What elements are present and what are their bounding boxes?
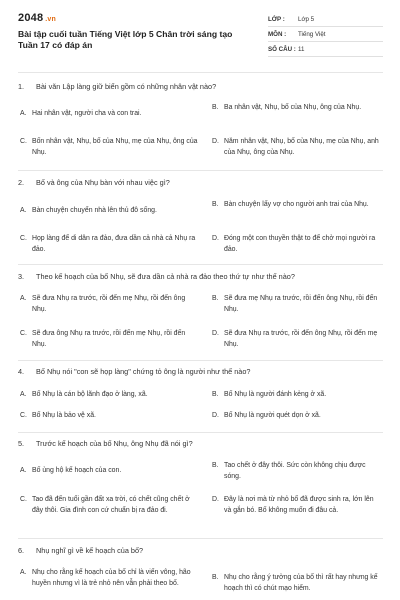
option-text: Nhụ cho rằng ý tưởng của bố thì rất hay nhưng kế hoạch thì có chút mạo hiểm. [224, 574, 378, 592]
option-letter: D. [212, 138, 219, 145]
question-text: Bài văn Lập làng giữ biển gồm có những nhân vật nào? [36, 82, 217, 91]
option-letter: D. [212, 235, 219, 242]
info-value: Tiếng Việt [298, 30, 326, 38]
info-value: 11 [298, 45, 305, 53]
option-5a[interactable] [20, 466, 200, 477]
option-text: Bố Nhụ là cán bộ lãnh đạo ở làng, xã. [32, 391, 148, 398]
option-letter: A. [20, 295, 27, 302]
question-4-text [18, 367, 383, 376]
option-text: Bố ủng hộ kế hoạch của con. [32, 467, 122, 474]
option-text: Sẽ đưa Nhụ ra trước, rồi đến ông Nhụ, rồi đến mẹ Nhụ. [224, 330, 378, 348]
option-text: Tao đã đến tuổi gần đất xa trời, có chết cũng chết ở đây thôi. Gia đình con cứ chuẩn bị ra đảo đi. [32, 496, 190, 514]
option-letter: C. [20, 412, 27, 419]
option-1a[interactable] [20, 109, 200, 120]
option-letter: C. [20, 330, 27, 337]
option-4b[interactable] [212, 390, 382, 401]
option-text: Họp làng để di dân ra đảo, đưa dần cả nhà cả Nhụ ra đảo. [32, 235, 196, 253]
option-text: Đây là nơi mà từ nhỏ bố đã được sinh ra, lớn lên và gắn bó. Bố không muốn đi đâu cả. [224, 496, 374, 514]
info-table [268, 12, 383, 57]
info-label: SỐ CÂU : [268, 45, 296, 53]
option-2d[interactable] [212, 234, 382, 255]
question-number: 5. [18, 439, 25, 448]
option-text: Sẽ đưa mẹ Nhụ ra trước, rồi đến ông Nhụ, rồi đến Nhụ. [224, 295, 378, 313]
option-text: Sẽ đưa Nhụ ra trước, rồi đến mẹ Nhụ, rồi đến ông Nhụ. [32, 295, 186, 313]
document-header [18, 10, 383, 62]
info-row-class [268, 12, 383, 27]
divider [18, 432, 383, 433]
option-letter: A. [20, 391, 27, 398]
divider [18, 538, 383, 539]
question-number: 4. [18, 367, 25, 376]
question-text: Bố và ông của Nhụ bàn với nhau việc gì? [36, 178, 170, 187]
page-title: Bài tập cuối tuần Tiếng Việt lớp 5 Chân trời sáng tạo Tuần 17 có đáp án [18, 29, 233, 50]
divider [18, 170, 383, 171]
option-text: Nhụ cho rằng kế hoạch của bố chỉ là viển vông, hão huyền nhưng vì là trẻ nhỏ nên vẫn phải theo bố. [32, 569, 191, 587]
option-text: Bốn nhân vật, Nhụ, bố của Nhụ, mẹ của Nhụ, ông của Nhụ. [32, 138, 198, 156]
option-text: Ba nhân vật, Nhụ, bố của Nhụ, ông của Nhụ. [224, 104, 362, 111]
divider [18, 264, 383, 265]
info-row-count [268, 42, 383, 57]
question-number: 1. [18, 82, 25, 91]
question-5-text [18, 439, 383, 448]
option-text: Bàn chuyện lấy vợ cho người anh trai của Nhụ. [224, 201, 369, 208]
option-6a[interactable] [20, 568, 200, 589]
option-4a[interactable] [20, 390, 200, 401]
option-letter: B. [212, 104, 219, 111]
question-number: 2. [18, 178, 25, 187]
option-text: Bố Nhụ là bảo vệ xã. [32, 412, 96, 419]
option-letter: A. [20, 110, 27, 117]
info-label: MÔN : [268, 30, 287, 38]
logo-text: 2048 [18, 12, 44, 24]
question-2-text [18, 178, 383, 187]
option-letter: A. [20, 207, 27, 214]
option-1b[interactable] [212, 103, 382, 114]
question-number: 6. [18, 546, 25, 555]
option-letter: D. [212, 496, 219, 503]
option-letter: A. [20, 569, 27, 576]
option-6b[interactable] [212, 573, 382, 594]
option-3b[interactable] [212, 294, 382, 315]
divider [18, 360, 383, 361]
option-4c[interactable] [20, 411, 200, 422]
option-3a[interactable] [20, 294, 200, 315]
question-text: Bố Nhụ nói "con sẽ họp làng" chứng tỏ ông là người như thế nào? [36, 367, 251, 376]
option-5c[interactable] [20, 495, 200, 516]
info-row-subject [268, 27, 383, 42]
question-3-text [18, 272, 383, 281]
logo-suffix: .vn [45, 16, 56, 23]
question-number: 3. [18, 272, 25, 281]
option-text: Tao chết ở đây thôi. Sức còn không chịu được sóng. [224, 462, 366, 480]
option-1c[interactable] [20, 137, 200, 158]
option-letter: B. [212, 574, 219, 581]
option-text: Bố Nhụ là người quét dọn ở xã. [224, 412, 321, 419]
option-5d[interactable] [212, 495, 382, 516]
option-1d[interactable] [212, 137, 382, 158]
option-letter: C. [20, 138, 27, 145]
question-6-text [18, 546, 383, 555]
option-letter: B. [212, 295, 219, 302]
option-text: Hai nhân vật, người cha và con trai. [32, 110, 142, 117]
option-text: Sẽ đưa ông Nhụ ra trước, rồi đến mẹ Nhụ, rồi đến Nhụ. [32, 330, 186, 348]
question-text: Trước kế hoạch của bố Nhụ, ông Nhụ đã nói gì? [36, 439, 193, 448]
option-4d[interactable] [212, 411, 382, 422]
option-5b[interactable] [212, 461, 382, 482]
option-2b[interactable] [212, 200, 382, 211]
info-label: LỚP : [268, 15, 285, 23]
question-text: Theo kế hoạch của bố Nhụ, sẽ đưa dần cả nhà ra đảo theo thứ tự như thế nào? [36, 272, 295, 281]
option-letter: B. [212, 391, 219, 398]
site-logo[interactable] [18, 12, 56, 24]
option-text: Bố Nhụ là người đánh kẻng ở xã. [224, 391, 327, 398]
option-3c[interactable] [20, 329, 200, 350]
option-text: Đóng một con thuyền thật to để chở mọi người ra đảo. [224, 235, 376, 253]
option-letter: B. [212, 462, 219, 469]
option-text: Bàn chuyện chuyển nhà lên thủ đô sống. [32, 207, 157, 214]
option-2a[interactable] [20, 206, 200, 217]
option-letter: C. [20, 235, 27, 242]
option-letter: A. [20, 467, 27, 474]
option-letter: D. [212, 330, 219, 337]
info-value: Lớp 5 [298, 15, 315, 23]
divider [18, 72, 383, 73]
question-1-text [18, 82, 383, 91]
option-letter: C. [20, 496, 27, 503]
question-text: Nhụ nghĩ gì về kế hoạch của bố? [36, 546, 144, 555]
option-3d[interactable] [212, 329, 382, 350]
option-text: Năm nhân vật, Nhụ, bố của Nhụ, mẹ của Nhụ, anh của Nhụ, ông của Nhụ. [224, 138, 379, 156]
option-2c[interactable] [20, 234, 200, 255]
option-letter: D. [212, 412, 219, 419]
option-letter: B. [212, 201, 219, 208]
